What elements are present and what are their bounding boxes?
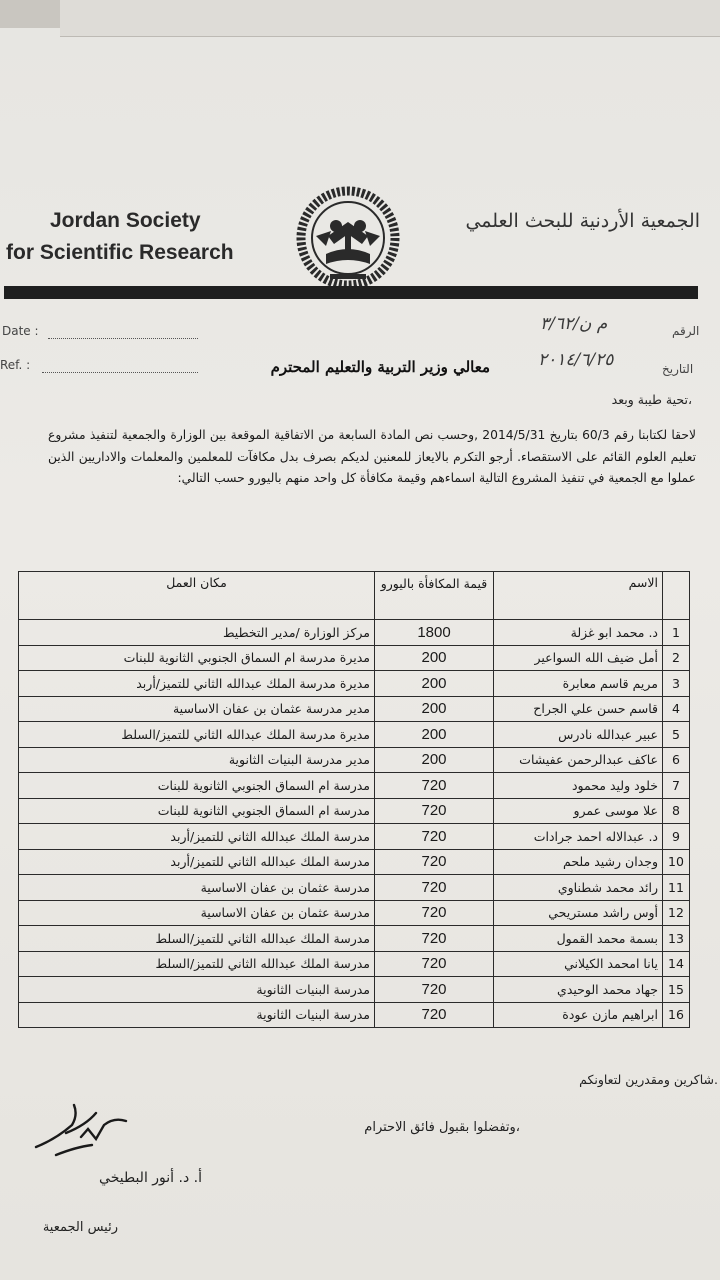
row-place: مدير مدرسة عثمان بن عفان الاساسية	[19, 696, 375, 722]
row-number: 3	[663, 671, 690, 697]
table-row	[19, 824, 690, 850]
signer-name: أ. د. أنور البطيخي	[99, 1170, 202, 1186]
letter-body: لاحقا لكتابنا رقم 60/3 بتاريخ 2014/5/31 ,وحسب نص المادة السابعة من الاتفاقية الموقعة بين الوزارة والجمعية لتنفيذ مشروع تعليم العلوم القائم على الاستقصاء. أرجو التكرم بالايعاز للمعنين لديكم بصرف بدل مكافآت للمعلمين والمعلمات والاداريين الذين عملوا مع الجمعية في تنفيذ المشروع التالية اسماءهم وقيمة مكافأة كل واحد منهم باليورو حسب التالي:	[48, 428, 696, 485]
row-value: 720	[375, 798, 494, 824]
table-row	[19, 798, 690, 824]
row-number: 8	[663, 798, 690, 824]
row-number: 4	[663, 696, 690, 722]
table-row	[19, 1002, 690, 1028]
row-name: يانا امحمد الكيلاني	[494, 951, 663, 977]
ref-line	[42, 372, 198, 373]
row-place: مدرسة البنيات الثانوية	[19, 977, 375, 1003]
row-value: 720	[375, 951, 494, 977]
table-row	[19, 849, 690, 875]
row-number: 5	[663, 722, 690, 748]
rewards-table	[18, 571, 690, 1028]
table-row	[19, 773, 690, 799]
row-place: مدير مدرسة البنيات الثانوية	[19, 747, 375, 773]
row-name: قاسم حسن علي الجراح	[494, 696, 663, 722]
header-place: مكان العمل	[19, 572, 375, 620]
row-name: جهاد محمد الوحيدي	[494, 977, 663, 1003]
row-number: 12	[663, 900, 690, 926]
row-name: مريم قاسم معابرة	[494, 671, 663, 697]
row-place: مديرة مدرسة ام السماق الجنوبي الثانوية للبنات	[19, 645, 375, 671]
row-value: 200	[375, 645, 494, 671]
row-number: 6	[663, 747, 690, 773]
table-row	[19, 875, 690, 901]
row-number: 13	[663, 926, 690, 952]
row-number: 16	[663, 1002, 690, 1028]
table-row	[19, 645, 690, 671]
signer-title: رئيس الجمعية	[42, 1220, 118, 1235]
row-value: 720	[375, 977, 494, 1003]
row-value: 720	[375, 900, 494, 926]
row-place: مدرسة عثمان بن عفان الاساسية	[19, 900, 375, 926]
row-place: مدرسة ام السماق الجنوبي الثانوية للبنات	[19, 773, 375, 799]
closing-regards: وتفضلوا بقبول فائق الاحترام،	[364, 1120, 520, 1135]
row-name: د. محمد ابو غزلة	[494, 620, 663, 646]
table-row	[19, 722, 690, 748]
row-place: مدرسة الملك عبدالله الثاني للتميز/السلط	[19, 951, 375, 977]
ref-label: Ref. :	[0, 358, 31, 372]
row-value: 1800	[375, 620, 494, 646]
row-name: عاكف عبدالرحمن عفيشات	[494, 747, 663, 773]
row-place: مديرة مدرسة الملك عبدالله الثاني للتميز/أربد	[19, 671, 375, 697]
table-row	[19, 620, 690, 646]
row-place: مدرسة الملك عبدالله الثاني للتميز/السلط	[19, 926, 375, 952]
table-row	[19, 977, 690, 1003]
row-value: 720	[375, 849, 494, 875]
table-row	[19, 951, 690, 977]
row-number: 1	[663, 620, 690, 646]
row-number: 10	[663, 849, 690, 875]
header-divider	[4, 286, 698, 299]
row-value: 200	[375, 696, 494, 722]
table-row	[19, 900, 690, 926]
closing-thanks: شاكرين ومقدرين لتعاونكم.	[579, 1072, 718, 1087]
date-line	[48, 338, 198, 339]
row-number: 15	[663, 977, 690, 1003]
row-name: وجدان رشيد ملحم	[494, 849, 663, 875]
row-number: 14	[663, 951, 690, 977]
row-name: أوس راشد مستريحي	[494, 900, 663, 926]
row-name: علا موسى عمرو	[494, 798, 663, 824]
row-name: أمل ضيف الله السواعير	[494, 645, 663, 671]
row-place: مدرسة الملك عبدالله الثاني للتميز/أربد	[19, 849, 375, 875]
row-number: 9	[663, 824, 690, 850]
row-place: مدرسة ام السماق الجنوبي الثانوية للبنات	[19, 798, 375, 824]
header-name: الاسم	[494, 572, 663, 620]
row-place: مديرة مدرسة الملك عبدالله الثاني للتميز/السلط	[19, 722, 375, 748]
row-value: 720	[375, 824, 494, 850]
ref-number-handwritten: م ن/٣/٦٢	[540, 314, 608, 334]
row-name: بسمة محمد القمول	[494, 926, 663, 952]
row-place: مدرسة عثمان بن عفان الاساسية	[19, 875, 375, 901]
signature	[26, 1095, 136, 1165]
row-number: 7	[663, 773, 690, 799]
table-row	[19, 696, 690, 722]
row-name: رائد محمد شطناوي	[494, 875, 663, 901]
header-value: قيمة المكافأة باليورو	[375, 572, 494, 620]
table-header-row	[19, 572, 690, 620]
row-value: 200	[375, 722, 494, 748]
row-name: عبير عبدالله نادرس	[494, 722, 663, 748]
row-value: 720	[375, 773, 494, 799]
org-name-en-line2: for Scientific Research	[6, 241, 234, 264]
org-name-arabic: الجمعية الأردنية للبحث العلمي	[465, 210, 700, 232]
table-row	[19, 926, 690, 952]
row-value: 720	[375, 926, 494, 952]
row-place: مدرسة البنيات الثانوية	[19, 1002, 375, 1028]
row-value: 200	[375, 671, 494, 697]
row-name: د. عبدالاله احمد جرادات	[494, 824, 663, 850]
addressee: معالي وزير التربية والتعليم المحترم	[270, 358, 490, 376]
greeting: تحية طيبة وبعد،	[611, 392, 692, 407]
date-label: Date :	[2, 324, 39, 338]
row-place: مدرسة الملك عبدالله الثاني للتميز/أربد	[19, 824, 375, 850]
date-ar-label: التاريخ	[662, 362, 694, 376]
row-value: 720	[375, 1002, 494, 1028]
row-name: خلود وليد محمود	[494, 773, 663, 799]
ref-ar-label: الرقم	[672, 324, 700, 338]
table-row	[19, 671, 690, 697]
underlying-page-edge	[60, 0, 720, 37]
table-row	[19, 747, 690, 773]
row-value: 720	[375, 875, 494, 901]
row-number: 2	[663, 645, 690, 671]
row-name: ابراهيم مازن عودة	[494, 1002, 663, 1028]
row-place: مركز الوزارة /مدير التخطيط	[19, 620, 375, 646]
org-name-english	[6, 205, 286, 269]
header-number	[663, 572, 690, 620]
society-emblem-icon	[296, 186, 400, 290]
row-value: 200	[375, 747, 494, 773]
date-handwritten: ٢٠١٤/٦/٢٥	[538, 350, 614, 370]
row-number: 11	[663, 875, 690, 901]
org-name-en-line1: Jordan Society	[50, 209, 201, 232]
